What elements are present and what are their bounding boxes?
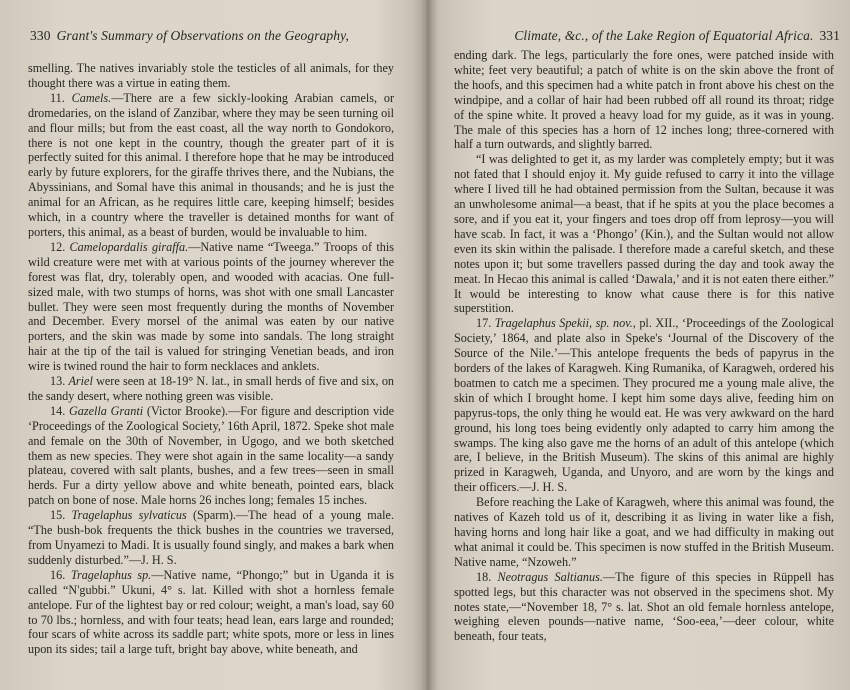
paragraph-text: were seen at 18-19° N. lat., in small herds of five and six, on the sandy desert, where nothing green was visible. <box>28 374 395 403</box>
entry-number: 12. <box>50 239 66 254</box>
left-page-text <box>28 61 394 657</box>
entry-number: 11. <box>50 90 65 105</box>
entry-title: Camels. <box>71 90 112 105</box>
paragraph <box>28 508 394 568</box>
paragraph <box>28 61 394 91</box>
paragraph-text: (Sparm).—The head of a young male. “The bush-bok frequents the thick bushes in the countries we traversed, from Unyamezi to Madi. It is usually found singly, and makes a bark when suddenly disturbed.”—J. H. S. <box>28 508 395 567</box>
paragraph-text: “I was delighted to get it, as my larder was completely empty; but it was not fated that I should enjoy it. My guide refused to carry it into the village where I lived till he had obtained permission from the Sultan, because it was an unwholesome animal—a beast, that if he spits at you the place becomes a sore, and if you eat it, your fingers and toes drop off from leprosy—you will have scab. In fact, it was a ‘Phongo’ (Kin.), and the Sultan would not allow even its skin within the palisade. I therefore made a careful sketch, and these notes upon it; but some travellers passed during the day and took away the meat. In Hecao this animal is called ‘Dawala,’ and it is not eaten there either.” It would be interesting to know what cause there is for this native superstition. <box>454 152 834 316</box>
page-number: 330 <box>30 28 51 43</box>
paragraph <box>454 495 834 570</box>
right-page-header <box>510 28 840 44</box>
paragraph-text: smelling. The natives invariably stole the testicles of all animals, for they thought there was a virtue in eating them. <box>28 61 394 90</box>
paragraph-text: —Native name, “Phongo;” but in Uganda it is called “N'gubbi.” Ukuni, 4° s. lat. Killed with shot a hornless female antelope. Fur of the lightest bay or red colour; weight, a man's load, say 60 to 70 lbs.; hornless, and with four teats; head lean, ears large and rounded; four scars of white across its saddle part; white spots, more or less in lines upon its sides; tail a large tuft, bright bay above, white beneath, and <box>28 567 395 657</box>
paragraph-text: Before reaching the Lake of Karagweh, where this animal was found, the natives of Kazeh told us of it, describing it as living in water like a fish, having horns and long hair like a goat, and we had difficulty in making out what animal it could be. This specimen is now stuffed in the British Museum. Native name, “Nzoweh.” <box>454 495 834 569</box>
paragraph <box>454 316 834 495</box>
entry-number: 15. <box>50 508 66 523</box>
entry-title: Ariel <box>68 374 93 389</box>
entry-title: Tragelaphus sylvaticus <box>71 508 187 523</box>
paragraph <box>454 48 834 152</box>
paragraph-text: (Victor Brooke).—For figure and description vide ‘Proceedings of the Zoological Society,’ 16th April, 1872. Speke shot male and female on the 30th of November, in Ugogo, and we both sketched them as new species. They were shot again in the same locality—a sandy plateau, covered with salt plants, bushes, and a few trees—seen in small herds. Fur a dirty yellow above and white beneath, pointed ears, black patch on bone of nose. Male horns 26 inches long; females 15 inches. <box>28 403 395 508</box>
paragraph-text: , pl. XII., ‘Proceedings of the Zoological Society,’ 1864, and plate also in Speke's ‘Journal of the Discovery of the Source of the Nile.’—This antelope frequents the beds of papyrus in the borders of the lakes of Karagweh. King Rumanika, of Karagweh, ordered his boatmen to catch me a specimen. They procured me a young male alive, the skin of which I brought home. I kept him some days alive, feeding him on papyrus-tops, the only thing he would eat. He was very awkward on the hard ground, his long toes being evidently only adapted to carry him among the swamps. The king also gave me the horns of an adult of this antelope (which are, I believe, in the British Museum). The skins of this animal are highly prized in Karagweh, Uganda, and Unyoro, and are worn by the kings and their officers.—J. H. S. <box>454 316 834 495</box>
paragraph-text: ending dark. The legs, particularly the fore ones, were patched inside with white; feet very beautiful; a patch of white is on the skin above the front of the hoofs, and this specimen had a white patch in front above his chest on the windpipe, and a collar of hair had been rubbed off all round its throat; ridge of the spine white. It proved a heavy load for my guide, as it was in young. The male of this species has a horn of 12 inches long; three-cornered with half a turn outwards, and slightly barred. <box>454 48 834 152</box>
entry-number: 17. <box>476 316 492 331</box>
right-page-text <box>454 48 834 644</box>
paragraph <box>28 568 394 657</box>
running-head: Climate, &c., of the Lake Region of Equatorial Africa. <box>514 28 814 43</box>
paragraph <box>28 374 394 404</box>
entry-number: 16. <box>50 567 66 582</box>
entry-title: Neotragus Saltianus. <box>497 569 603 584</box>
paragraph <box>454 152 834 316</box>
paragraph-text: —Native name “Tweega.” Troops of this wild creature were met with at various points of the journey wherever the forest was flat, dry, tolerably open, and wooded with acacias. One full-sized male, with two stumps of horns, was shot with one small Lancaster bullet. They were seen most frequently during the months of November and December. Every morsel of the animal was eaten by our native porters, and the skin was made by some into sandals. The long straight hair at the tip of the tail is valued for stringing Venetian beads, and iron wire is twined round the hair to form necklaces and anklets. <box>28 239 395 374</box>
paragraph-text: —There are a few sickly-looking Arabian camels, or dromedaries, on the island of Zanzibar, where they may be seen turning oil and flour mills; but from the east coast, all the way north to Gondokoro, there is not one kept in the country, though the greater part of it is perfectly suited for this animal. I therefore hope that he may be introduced early by future explorers, for the giraffe thrives there, and the Nubians, the Abyssinians, and Somal have this animal in thousands; and he is just the animal for an African, as he requires little care, keeping himself; besides which, in a country where the traveller is detained months for want of porters, this animal, as a beast of burden, would be invaluable to him. <box>28 90 395 239</box>
entry-title: Tragelaphus sp. <box>70 567 152 582</box>
paragraph <box>28 91 394 240</box>
entry-title: Camelopardalis giraffa. <box>69 239 189 254</box>
paragraph <box>28 240 394 374</box>
paragraph <box>28 404 394 508</box>
entry-number: 14. <box>50 403 66 418</box>
left-page <box>0 0 424 690</box>
entry-number: 18. <box>476 569 492 584</box>
running-head: Grant's Summary of Observations on the Geography, <box>56 28 349 43</box>
entry-title: Gazella Granti <box>68 403 144 418</box>
paragraph-text: —The figure of this species in Rüppell has spotted legs, but this character was not observed in the specimens shot. My notes state,—“November 18, 7° s. lat. Shot an old female hornless antelope, weighing eleven pounds—native name, ‘Soo-eea,’—deer colour, white beneath, four teats, <box>454 569 835 644</box>
entry-number: 13. <box>50 374 66 389</box>
page-number: 331 <box>819 28 840 43</box>
left-page-header <box>30 28 390 44</box>
paragraph <box>454 570 834 645</box>
right-page <box>426 0 850 690</box>
entry-title: Tragelaphus Spekii, sp. nov. <box>494 316 633 331</box>
